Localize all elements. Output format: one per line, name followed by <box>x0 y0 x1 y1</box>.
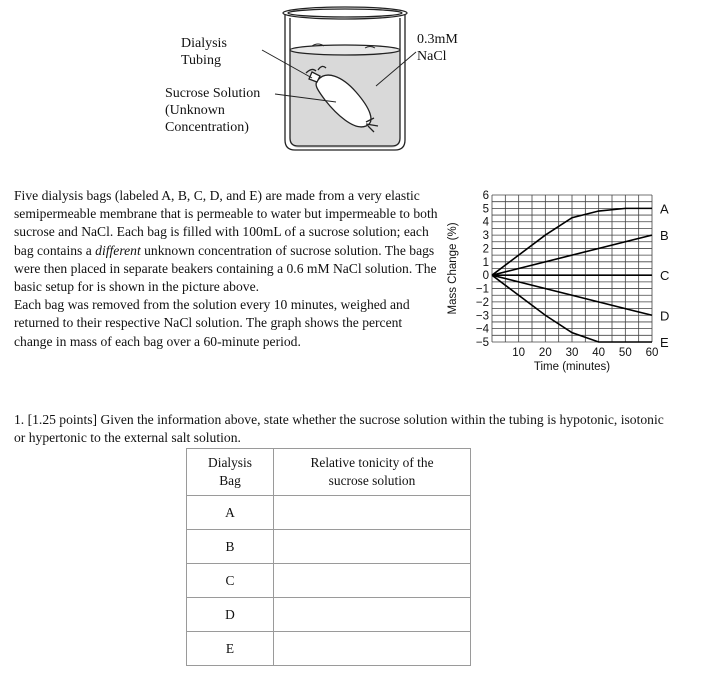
series-label-e: E <box>660 335 669 350</box>
header-col2-line1: Relative tonicity of the <box>310 455 434 470</box>
y-tick-label: 6 <box>482 190 489 202</box>
x-tick-label: 50 <box>618 347 632 359</box>
tonicity-table <box>186 448 471 666</box>
header-relative-tonicity <box>274 449 471 496</box>
y-tick-label: 5 <box>482 203 489 216</box>
header-col2-line2: sucrose solution <box>328 473 416 488</box>
series-label-c: C <box>660 268 670 284</box>
question-1: 1. [1.25 points] Given the information above, state whether the sucrose solution within the tubing is hypotonic, isotonic or hypertonic to the external salt solution. <box>14 412 664 446</box>
label-sucrose-line3: Concentration) <box>165 120 249 135</box>
table-header-row <box>187 449 471 496</box>
table-row <box>187 632 471 666</box>
description-p2: Each bag was removed from the solution every 10 minutes, weighed and returned to their respective NaCl solution. The graph shows the percent change in mass of each bag over a 60-minute period. <box>14 297 410 349</box>
x-axis-title: Time (minutes) <box>533 361 611 373</box>
answer-cell-c[interactable] <box>274 564 471 598</box>
row-label-b: B <box>187 530 274 564</box>
y-tick-label: −3 <box>475 310 489 323</box>
p1-text-b: unknown concentration of sucrose solution. The bags were then placed in separate beakers containing a 0.6 mM NaCl solution. The basic setup for is shown in the picture above. <box>14 242 437 295</box>
y-tick-label: 3 <box>482 230 489 243</box>
description-paragraph <box>14 187 439 351</box>
label-nacl-line1: 0.3mM <box>417 32 458 47</box>
y-tick-label: 4 <box>482 216 489 229</box>
row-label-c: C <box>187 564 274 598</box>
header-col1-line1: Dialysis <box>208 455 252 470</box>
x-tick-label: 10 <box>512 347 526 359</box>
y-axis-title: Mass Change (%) <box>447 222 459 315</box>
beaker-illustration <box>0 0 708 180</box>
series-label-b: B <box>660 228 669 244</box>
p1-text-a: Five dialysis bags (labeled A, B, C, D, and E) are made from a very elastic semipermeable membrane that is permeable to water but impermeable to both sucrose and NaCl. Each bag is filled with 100mL of a sucrose solution; each bag contains a <box>14 188 438 258</box>
beaker <box>283 7 407 150</box>
label-sucrose-line1: Sucrose Solution <box>165 86 261 101</box>
p1-emphasis: different <box>95 242 141 258</box>
x-tick-label: 20 <box>538 347 552 359</box>
series-label-a: A <box>660 201 669 217</box>
answer-cell-e[interactable] <box>274 632 471 666</box>
row-label-a: A <box>187 496 274 530</box>
y-tick-label: 2 <box>482 243 489 256</box>
label-dialysis-line2: Tubing <box>181 53 221 68</box>
label-sucrose-line2: (Unknown <box>165 103 225 118</box>
y-tick-label: 1 <box>482 256 489 269</box>
table-row <box>187 496 471 530</box>
x-tick-label: 30 <box>565 347 579 359</box>
x-tick-label: 60 <box>645 347 659 359</box>
label-dialysis-line1: Dialysis <box>181 36 227 51</box>
x-tick-label: 40 <box>592 347 606 359</box>
table-row <box>187 598 471 632</box>
y-tick-label: −1 <box>475 283 489 296</box>
y-tick-label: −2 <box>475 296 489 309</box>
answer-cell-d[interactable] <box>274 598 471 632</box>
mass-change-chart <box>440 185 680 395</box>
y-tick-label: −5 <box>475 337 489 349</box>
y-tick-label: −4 <box>475 323 489 336</box>
answer-cell-a[interactable] <box>274 496 471 530</box>
row-label-d: D <box>187 598 274 632</box>
row-label-e: E <box>187 632 274 666</box>
table-row <box>187 564 471 598</box>
table-row <box>187 530 471 564</box>
description-p1 <box>14 187 439 296</box>
y-tick-label: 0 <box>482 270 489 283</box>
answer-cell-b[interactable] <box>274 530 471 564</box>
series-label-d: D <box>660 308 670 324</box>
header-dialysis-bag <box>187 449 274 496</box>
header-col1-line2: Bag <box>219 473 241 488</box>
label-nacl-line2: NaCl <box>417 49 447 64</box>
